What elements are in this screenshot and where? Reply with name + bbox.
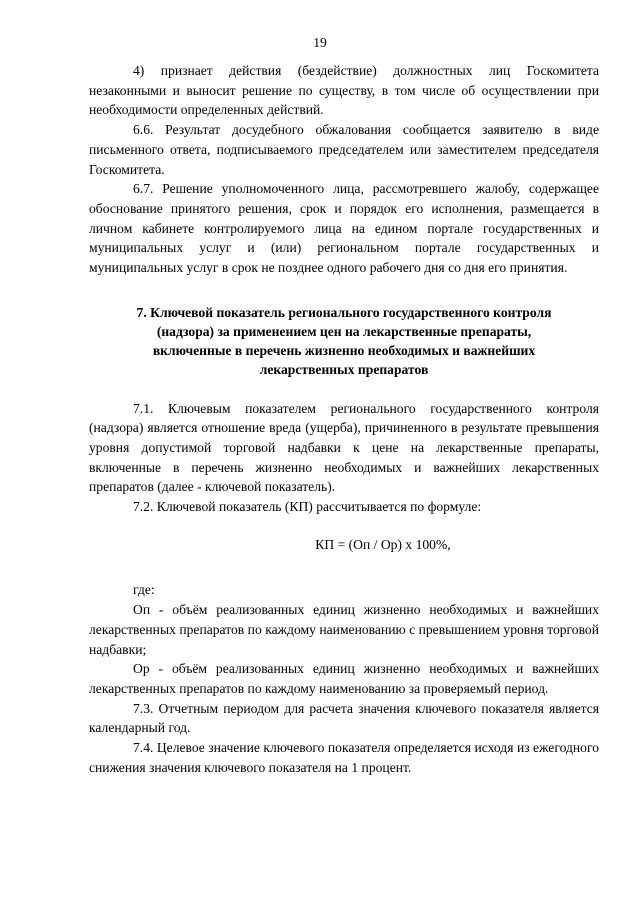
where-label: где: xyxy=(133,582,155,598)
section-heading-line: (надзора) за применением цен на лекарственные препараты, xyxy=(156,323,532,339)
section-7-heading xyxy=(89,303,599,380)
definition-or: Ор - объём реализованных единиц жизненно необходимых и важнейших лекарственных препаратов по каждому наименованию за проверяемый период. xyxy=(89,661,599,696)
paragraph-7-2: 7.2. Ключевой показатель (КП) рассчитывается по формуле: xyxy=(133,499,482,515)
section-heading-line: лекарственных препаратов xyxy=(259,362,429,378)
paragraph-7-1: 7.1. Ключевым показателем регионального государственного контроля (надзора) является отношение вреда (ущерба), причиненного в результате превышения уровня допустимой торговой надбавки к цене на лекарственные препараты, включенные в перечень жизненно необходимых и важнейших лекарственных препаратов (далее - ключевой показатель). xyxy=(89,400,599,495)
definition-op: Оп - объём реализованных единиц жизненно необходимых и важнейших лекарственных препаратов по каждому наименованию с превышением уровня торговой надбавки; xyxy=(89,602,599,657)
paragraph-7-4: 7.4. Целевое значение ключевого показателя определяется исходя из ежегодного снижения значения ключевого показателя на 1 процент. xyxy=(89,740,599,775)
paragraph-7-3: 7.3. Отчетным периодом для расчета значения ключевого показателя является календарный год. xyxy=(89,700,599,736)
section-heading-line: включенные в перечень жизненно необходимых и важнейших xyxy=(152,343,536,359)
kp-formula: КП = (Оп / Ор) х 100%, xyxy=(315,536,451,552)
section-heading-line: 7. Ключевой показатель регионального государственного контроля xyxy=(136,304,552,320)
paragraph-6-6: 6.6. Результат досудебного обжалования сообщается заявителю в виде письменного ответа, подписываемого председателем или заместителем председателя Госкомитета. xyxy=(89,122,599,177)
page-number: 19 xyxy=(313,35,327,50)
paragraph-6-7: 6.7. Решение уполномоченного лица, рассмотревшего жалобу, содержащее обоснование принятого решения, срок и порядок его исполнения, размещается в личном кабинете контролируемого лица на едином портале государственных и муниципальных услуг и (или) региональном портале государственных и муниципальных услуг в срок не позднее одного рабочего дня со дня его принятия. xyxy=(89,181,599,276)
document-body xyxy=(89,61,599,778)
paragraph-6-5-item-4: 4) признает действия (бездействие) должностных лиц Госкомитета незаконными и выносит решение по существу, в том числе об осуществлении при необходимости определенных действий. xyxy=(89,63,599,118)
